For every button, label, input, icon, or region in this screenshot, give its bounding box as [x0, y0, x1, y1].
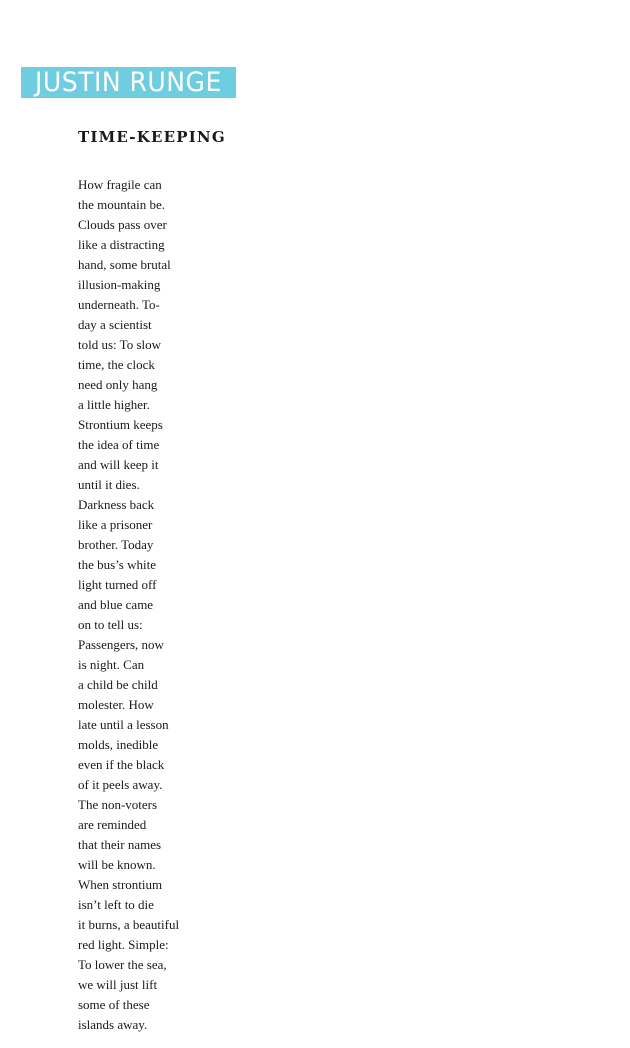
poem-line: a little higher. [78, 397, 150, 412]
poem-line: the bus’s white [78, 557, 156, 572]
poem-line: like a prisoner [78, 517, 153, 532]
poem-line: Darkness back [78, 497, 155, 512]
poem-line: isn’t left to die [78, 897, 154, 912]
poem-line: time, the clock [78, 357, 155, 372]
poem-line: To lower the sea, [78, 957, 167, 972]
poem-line: day a scientist [78, 317, 152, 332]
poem-line: Passengers, now [78, 637, 164, 652]
poem-body [78, 175, 179, 1035]
poem-line: Clouds pass over [78, 217, 167, 232]
poem-line: until it dies. [78, 477, 140, 492]
poem-line: are reminded [78, 817, 147, 832]
poem-title: TIME-KEEPING [78, 128, 226, 146]
poem-line: will be known. [78, 857, 156, 872]
poem-line: light turned off [78, 577, 157, 592]
poem-line: of it peels away. [78, 777, 163, 792]
poem-line: Strontium keeps [78, 417, 163, 432]
poem-line: and blue came [78, 597, 154, 612]
poem-line: a child be child [78, 677, 158, 692]
poem-line: brother. Today [78, 537, 154, 552]
poem-line: need only hang [78, 377, 158, 392]
poem-line: molester. How [78, 697, 154, 712]
poem-line: How fragile can [78, 177, 162, 192]
poem-line: like a distracting [78, 237, 165, 252]
poem-line: the mountain be. [78, 197, 166, 212]
poem-line: islands away. [78, 1017, 148, 1032]
poem-line: molds, inedible [78, 737, 159, 752]
poem-line: and will keep it [78, 457, 159, 472]
poem-line: hand, some brutal [78, 257, 171, 272]
poem-line: told us: To slow [78, 337, 162, 352]
poem-line: even if the black [78, 757, 165, 772]
poem-line: on to tell us: [78, 617, 143, 632]
poem-line: illusion-making [78, 277, 161, 292]
poem-line: The non-voters [78, 797, 158, 812]
poem-line: underneath. To- [78, 297, 160, 312]
poem-line: it burns, a beautiful [78, 917, 180, 932]
poem-line: is night. Can [78, 657, 145, 672]
author-banner [21, 67, 236, 98]
author-name: JUSTIN RUNGE [35, 67, 222, 98]
poem-line: the idea of time [78, 437, 160, 452]
poem-line: When strontium [78, 877, 163, 892]
poem-line: late until a lesson [78, 717, 169, 732]
poem-line: we will just lift [78, 977, 158, 992]
poem-line: some of these [78, 997, 150, 1012]
poem-line: that their names [78, 837, 162, 852]
poem-line: red light. Simple: [78, 937, 169, 952]
